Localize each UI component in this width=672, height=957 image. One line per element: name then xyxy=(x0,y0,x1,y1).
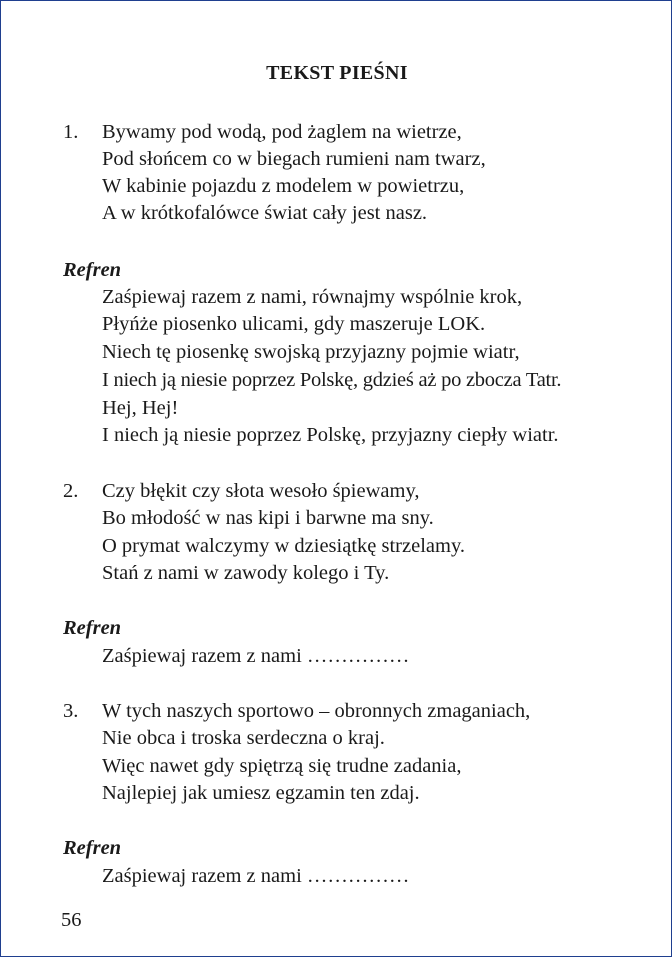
verse-3-line-4: Najlepiej jak umiesz egzamin ten zdaj. xyxy=(102,782,420,804)
verse-3-line-3: Więc nawet gdy spiętrzą się trudne zadania, xyxy=(102,755,462,777)
refrain-3-line: Zaśpiewaj razem z nami …………… xyxy=(102,865,410,887)
verse-2-line-1: Czy błękit czy słota wesoło śpiewamy, xyxy=(102,480,420,502)
verse-1-line-2: Pod słońcem co w biegach rumieni nam twarz, xyxy=(102,148,486,170)
verse-1-line-1: Bywamy pod wodą, pod żaglem na wietrze, xyxy=(102,121,462,143)
verse-3-line-1: W tych naszych sportowo – obronnych zmaganiach, xyxy=(102,700,531,722)
refrain-1-label: Refren xyxy=(63,259,122,281)
refrain-1-line-4: I niech ją niesie poprzez Polskę, gdzieś aż po zbocza Tatr. xyxy=(102,369,562,391)
verse-2-number: 2. xyxy=(63,480,79,502)
page-title: TEKST PIEŚNI xyxy=(266,62,408,84)
verse-2-line-2: Bo młodość w nas kipi i barwne ma sny. xyxy=(102,507,434,529)
refrain-1-line-5: Hej, Hej! xyxy=(102,397,179,419)
verse-3-number: 3. xyxy=(63,700,79,722)
refrain-1-line-6: I niech ją niesie poprzez Polskę, przyjazny ciepły wiatr. xyxy=(102,424,559,446)
verse-3-line-2: Nie obca i troska serdeczna o kraj. xyxy=(102,727,385,749)
refrain-1-line-3: Niech tę piosenkę swojską przyjazny pojmie wiatr, xyxy=(102,341,520,363)
verse-2-line-4: Stań z nami w zawody kolego i Ty. xyxy=(102,562,390,584)
refrain-1-line-2: Płyńże piosenko ulicami, gdy maszeruje LOK. xyxy=(102,313,486,335)
refrain-2-line: Zaśpiewaj razem z nami …………… xyxy=(102,645,410,667)
refrain-1-line-1: Zaśpiewaj razem z nami, równajmy wspólnie krok, xyxy=(102,286,523,308)
refrain-2-label: Refren xyxy=(63,617,122,639)
verse-1-line-3: W kabinie pojazdu z modelem w powietrzu, xyxy=(102,175,465,197)
verse-2-line-3: O prymat walczymy w dziesiątkę strzelamy. xyxy=(102,535,465,557)
refrain-3-label: Refren xyxy=(63,837,122,859)
verse-1-number: 1. xyxy=(63,121,79,143)
verse-1-line-4: A w krótkofalówce świat cały jest nasz. xyxy=(102,202,428,224)
page-number: 56 xyxy=(61,909,82,931)
